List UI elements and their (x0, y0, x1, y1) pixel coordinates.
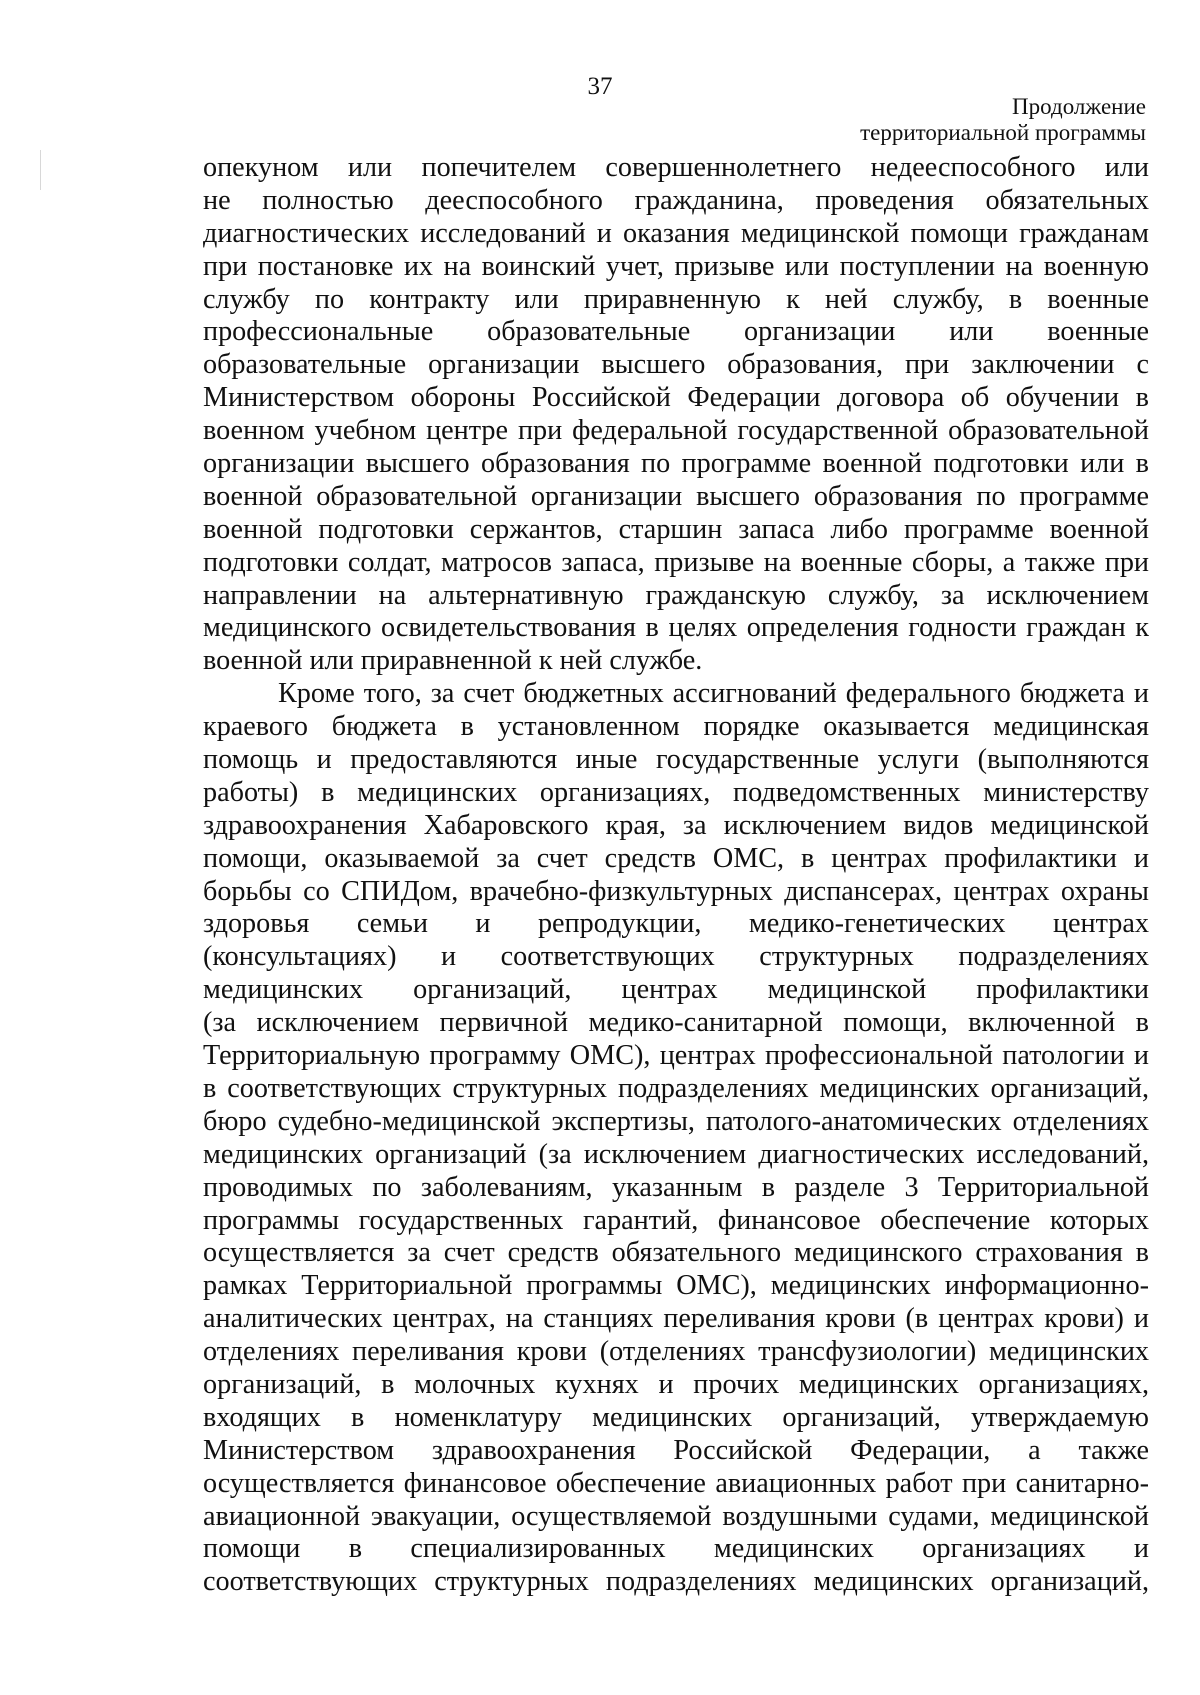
text-line: помощь и предоставляются иные государственные услуги (выполняются (203, 744, 1149, 776)
text-line: Министерством обороны Российской Федерации договора об обучении в (203, 382, 1149, 414)
text-line: организаций, в молочных кухнях и прочих медицинских организациях, (203, 1368, 1149, 1400)
text-line: при постановке их на воинский учет, призыве или поступлении на военную (203, 250, 1149, 282)
text-line: соответствующих структурных подразделениях медицинских организаций, (203, 1566, 1149, 1598)
text-line: (консультациях) и соответствующих структурных подразделениях (203, 941, 1149, 973)
text-line: службу по контракту или приравненную к ней службу, в военные (203, 283, 1149, 315)
paragraph (203, 678, 1149, 1599)
text-line: здравоохранения Хабаровского края, за исключением видов медицинской (203, 809, 1149, 841)
text-line: направлении на альтернативную гражданскую службу, за исключением (203, 579, 1149, 611)
body-text (203, 152, 1149, 1599)
text-line: военном учебном центре при федеральной государственной образовательной (203, 415, 1149, 447)
text-line: медицинских организаций, центрах медицинской профилактики (203, 974, 1149, 1006)
text-line: краевого бюджета в установленном порядке оказывается медицинская (203, 711, 1149, 743)
text-line: борьбы со СПИДом, врачебно-физкультурных диспансерах, центрах охраны (203, 875, 1149, 907)
text-line: подготовки солдат, матросов запаса, призыве на военные сборы, а также при (203, 546, 1149, 578)
text-line: помощи, оказываемой за счет средств ОМС, в центрах профилактики и (203, 842, 1149, 874)
scan-margin-mark (40, 150, 41, 190)
running-header (860, 94, 1146, 146)
text-line: авиационной эвакуации, осуществляемой воздушными судами, медицинской (203, 1500, 1149, 1532)
text-line: Территориальную программу ОМС), центрах профессиональной патологии и (203, 1040, 1149, 1072)
text-line: профессиональные образовательные организации или военные (203, 316, 1149, 348)
text-line: бюро судебно-медицинской экспертизы, патолого-анатомических отделениях (203, 1105, 1149, 1137)
paragraph (203, 152, 1149, 678)
text-line: отделениях переливания крови (отделениях трансфузиологии) медицинских (203, 1336, 1149, 1368)
text-line: медицинских организаций (за исключением диагностических исследований, (203, 1138, 1149, 1170)
text-line: входящих в номенклатуру медицинских организаций, утверждаемую (203, 1401, 1149, 1433)
text-line: работы) в медицинских организациях, подведомственных министерству (203, 776, 1149, 808)
text-line: проводимых по заболеваниям, указанным в разделе 3 Территориальной (203, 1171, 1149, 1203)
text-line: программы государственных гарантий, финансовое обеспечение которых (203, 1204, 1149, 1236)
text-line: здоровья семьи и репродукции, медико-генетических центрах (203, 908, 1149, 940)
running-header-line-2: территориальной программы (860, 120, 1146, 145)
text-line: образовательные организации высшего образования, при заключении с (203, 349, 1149, 381)
text-line: Министерством здравоохранения Российской Федерации, а также (203, 1434, 1149, 1466)
text-line: опекуном или попечителем совершеннолетнего недееспособного или (203, 152, 1149, 183)
text-line: диагностических исследований и оказания медицинской помощи гражданам (203, 217, 1149, 249)
text-line: не полностью дееспособного гражданина, проведения обязательных (203, 184, 1149, 216)
text-line: военной подготовки сержантов, старшин запаса либо программе военной (203, 513, 1149, 545)
running-header-line-1: Продолжение (1012, 94, 1146, 119)
text-line: медицинского освидетельствования в целях определения годности граждан к (203, 612, 1149, 644)
text-line: помощи в специализированных медицинских организациях и (203, 1533, 1149, 1565)
text-line: военной или приравненной к ней службе. (203, 645, 703, 677)
text-line: аналитических центрах, на станциях переливания крови (в центрах крови) и (203, 1303, 1149, 1335)
text-line: военной образовательной организации высшего образования по программе (203, 480, 1149, 512)
text-line: рамках Территориальной программы ОМС), медицинских информационно- (203, 1270, 1149, 1302)
text-line: осуществляется за счет средств обязательного медицинского страхования в (203, 1237, 1149, 1269)
text-line: осуществляется финансовое обеспечение авиационных работ при санитарно- (203, 1467, 1149, 1499)
text-line: организации высшего образования по программе военной подготовки или в (203, 448, 1149, 480)
text-line: Кроме того, за счет бюджетных ассигнований федерального бюджета и (278, 678, 1149, 710)
page-number: 37 (587, 73, 613, 100)
text-line: в соответствующих структурных подразделениях медицинских организаций, (203, 1072, 1149, 1104)
text-line: (за исключением первичной медико-санитарной помощи, включенной в (203, 1007, 1149, 1039)
